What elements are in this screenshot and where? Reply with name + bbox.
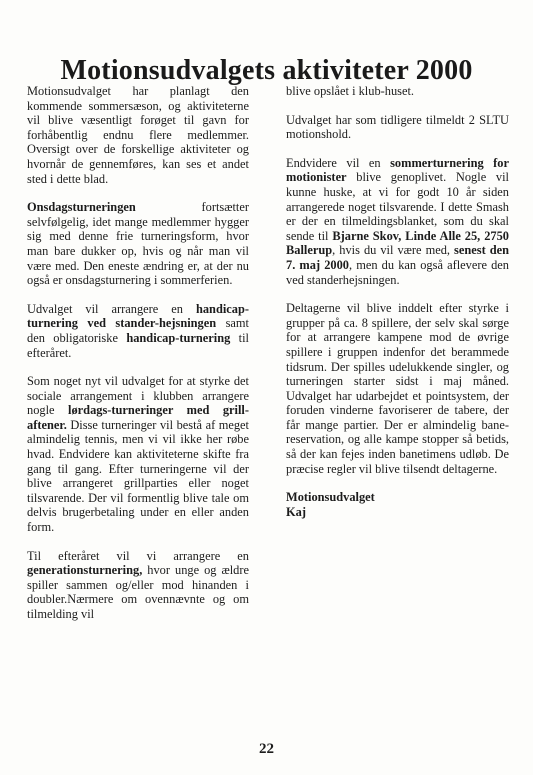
paragraph-klubhus: blive opslået i klub-huset. <box>286 84 415 98</box>
paragraph-sommerturnering: Endvidere vil en sommerturnering for motionister blive genoplivet. Nogle vil kunne huske, at vi for godt 10 år siden arrangerede noget tilsvarende. I dette Smash er der en tilmeldingsblanket, som du skal sende til Bjarne Skov, Linde Alle 25, 2750 Ballerup, hvis du vil være med, senest den 7. maj 2000, men du kan også aflevere den ved standerhejsningen. <box>286 155 509 287</box>
left-column <box>27 84 249 636</box>
right-column <box>286 84 509 533</box>
paragraph-lordagsturneringer: Som noget nyt vil udvalget for at styrke det sociale arrangement i klubben arrangere nogle lørdags-turneringer med grill-aftener. Disse turneringer vil bestå af meget almindelig tennis, men vi vil ikke her røbe hvad. Endvidere kan aktiviteterne skifte fra gang til gang. Efter turneringerne vil der blive arrangeret grillparties eller noget tilsvarende. Der vil formentlig blive tale om delvis brugerbetaling under en eller anden form. <box>27 374 249 535</box>
page-title: Motionsudvalgets aktiviteter 2000 <box>60 54 473 86</box>
page-number: 22 <box>259 741 274 757</box>
paragraph-deltagerne: Deltagerne vil blive inddelt efter styrke i grupper på ca. 8 spillere, der selv skal sørge for at arrangere kampene mod de øvrige spillere i gruppen indenfor det berammede tidsrum. Der spilles udelukkende singler, og turneringen starter sidst i maj måned. Udvalget har udarbejdet et pointsystem, der foruden vinderne favoriserer de tabere, der får mange partier. Der er almindelig bane-reservation, og alle kampe stopper så betids, så der kan fejes inden banetimens udløb. De præcise regler vil blive tilsendt deltagerne. <box>286 301 509 476</box>
paragraph-intro: Motionsudvalget har planlagt den kommende sommersæson, og aktiviteterne vil blive væsentligt forøget til gavn for forhåbentlig endnu flere medlemmer. Oversigt over de forskellige aktiviteter og hvornår de gennemføres, kan ses et andet sted i dette blad. <box>27 84 249 186</box>
paragraph-sltu: Udvalget har som tidligere tilmeldt 2 SLTU motionshold. <box>286 112 509 142</box>
paragraph-onsdagsturneringen: Onsdagsturneringen fortsætter selvfølgelig, idet mange medlemmer hygger sig med denne frie turneringsform, hvor man bare dukker op, hvis og når man vil være med. Den eneste ændring er, at der nu også er onsdagsturnering i sommerferien. <box>27 200 249 288</box>
paragraph-generationsturnering: Til efteråret vil vi arrangere en generationsturnering, hvor unge og ældre spiller sammen og/eller mod hinanden i doubler.Nærmere om ovennævnte og om tilmelding vil <box>27 548 249 621</box>
signature: Motionsudvalget Kaj <box>286 490 375 519</box>
paragraph-handicap: Udvalget vil arrangere en handicap-turnering ved stander-hejsningen samt den obligatoriske handicap-turnering til efteråret. <box>27 301 249 360</box>
